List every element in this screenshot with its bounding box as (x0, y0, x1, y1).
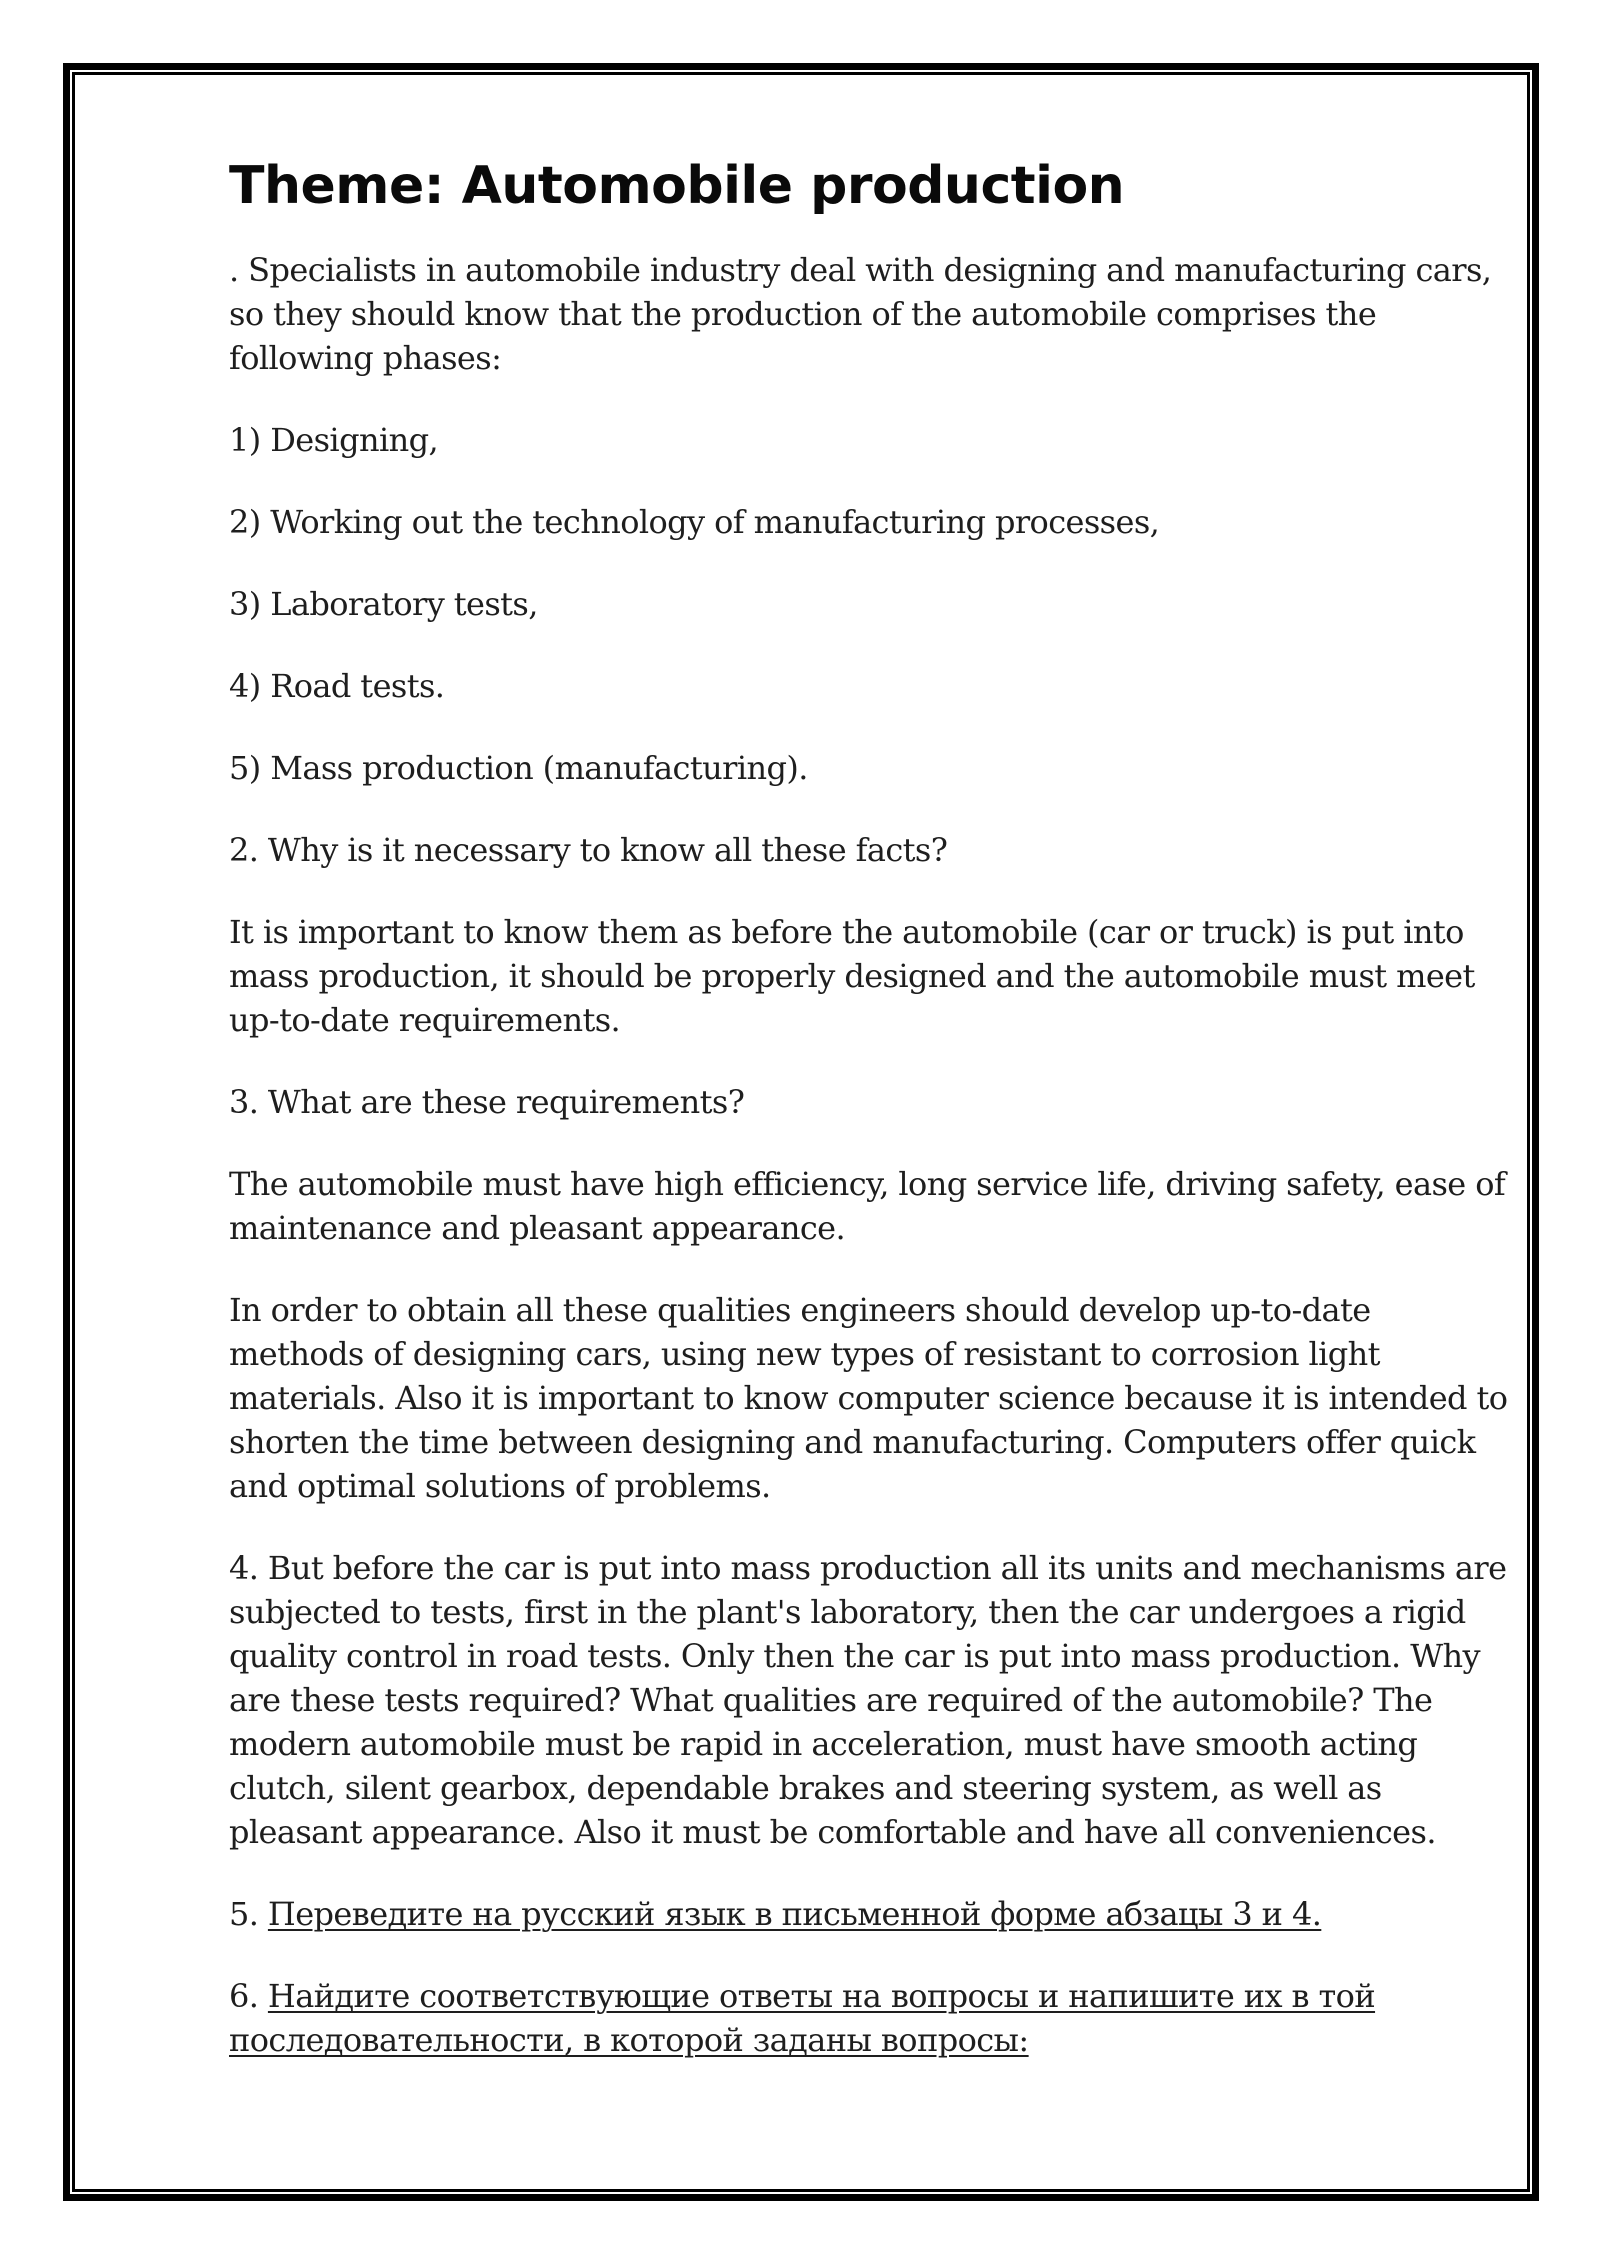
phase-item-3: 3) Laboratory tests, (229, 585, 538, 623)
task-5-number: 5. (229, 1895, 268, 1933)
task-5 (229, 1892, 1509, 1936)
answer-2: It is important to know them as before the automobile (car or truck) is put into mass production, it should be properly designed and the automobile must meet up-to-date requirements. (229, 913, 1475, 1039)
phase-item-5: 5) Mass production (manufacturing). (229, 749, 808, 787)
document-title: Theme: Automobile production (229, 156, 1125, 216)
task-6-text: Найдите соответствующие ответы на вопросы и напишите их в той последовательности, в которой заданы вопросы: (229, 1977, 1376, 2059)
answer-3-requirements: The automobile must have high efficiency, long service life, driving safety, ease of maintenance and pleasant appearance. (229, 1165, 1506, 1247)
phase-item-2: 2) Working out the technology of manufacturing processes, (229, 503, 1160, 541)
answer-3-methods: In order to obtain all these qualities engineers should develop up-to-date methods of designing cars, using new types of resistant to corrosion light materials. Also it is important to know computer science because it is intended to shorten the time between designing and manufacturing. Computers offer quick and optimal solutions of problems. (229, 1291, 1508, 1505)
paragraph-4: 4. But before the car is put into mass production all its units and mechanisms are subjected to tests, first in the plant's laboratory, then the car undergoes a rigid quality control in road tests. Only then the car is put into mass production. Why are these tests required? What qualities are required of the automobile? The modern automobile must be rapid in acceleration, must have smooth acting clutch, silent gearbox, dependable brakes and steering system, as well as pleasant appearance. Also it must be comfortable and have all conveniences. (229, 1549, 1507, 1851)
intro-paragraph: . Specialists in automobile industry deal with designing and manufacturing cars, so they should know that the production of the automobile comprises the following phases: (229, 251, 1492, 377)
task-6 (229, 1974, 1509, 2062)
task-5-text: Переведите на русский язык в письменной форме абзацы 3 и 4. (267, 1895, 1322, 1933)
phase-item-1: 1) Designing, (229, 421, 439, 459)
task-6-number: 6. (229, 1977, 268, 2015)
phase-item-4: 4) Road tests. (229, 667, 445, 705)
document-body (229, 150, 1509, 2100)
question-3: 3. What are these requirements? (229, 1083, 745, 1121)
question-2: 2. Why is it necessary to know all these facts? (229, 831, 948, 869)
